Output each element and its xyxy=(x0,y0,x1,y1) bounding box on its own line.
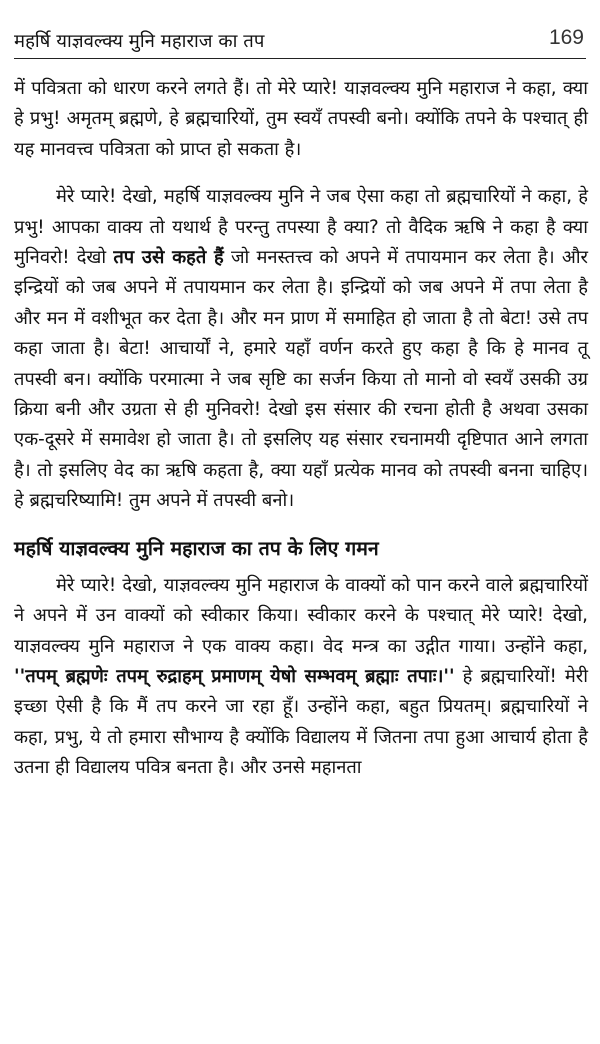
running-header xyxy=(14,22,586,59)
page-number: 169 xyxy=(548,26,584,49)
paragraph-2-bold-phrase: तप उसे कहते हैं xyxy=(113,247,224,269)
chapter-title: महर्षि याज्ञवल्क्य मुनि महाराज का तप xyxy=(14,31,265,52)
paragraph-3-text-start: मेरे प्यारे! देखो, याज्ञवल्क्य मुनि महाराज के वाक्यों को पान करने वाले ब्रह्मचारियों ने अपने में उन वाक्यों को स्वीकार किया। स्वीकार करने के पश्चात् मेरे प्यारे! देखो, याज्ञवल्क्य मुनि महाराज ने एक वाक्य कहा। वेद मन्त्र का उद्गीत गाया। उन्होंने कहा, xyxy=(14,574,588,657)
body-text xyxy=(14,74,588,784)
section-heading: महर्षि याज्ञवल्क्य मुनि महाराज का तप के लिए गमन xyxy=(14,536,379,560)
paragraph-2-text-start: मेरे प्यारे! देखो, महर्षि याज्ञवल्क्य मुनि ने जब ऐसा कहा तो ब्रह्मचारियों ने कहा, हे प्रभु! आपका वाक्य तो यथार्थ है परन्तु तपस्या है क्या? तो वैदिक ऋषि ने कहा है क्या मुनिवरो! देखो xyxy=(14,186,588,269)
paragraph-3 xyxy=(14,571,588,784)
paragraph-3-text-end: हे ब्रह्मचारियों! मेरी इच्छा ऐसी है कि मैं तप करने जा रहा हूँ। उन्होंने कहा, बहुत प्रियतम्। ब्रह्मचारियों ने कहा, प्रभु, ये तो हमारा सौभाग्य है क्योंकि विद्यालय में जितना तपा हुआ आचार्य होता है उतना ही विद्यालय पवित्र बनता है। और उनसे महानता xyxy=(14,665,589,779)
book-page xyxy=(14,0,590,1044)
vedic-mantra-quote: ''तपम् ब्रह्मणेः तपम् रुद्राहम् प्रमाणम् येषो सम्भवम् ब्रह्माः तपाः।'' xyxy=(14,665,455,687)
paragraph-2-text-end: जो मनस्तत्त्व को अपने में तपायमान कर लेता है। और इन्द्रियों को जब अपने में तपायमान कर लेता है। इन्द्रियों को जब अपने में तपा लेता है और मन में वशीभूत कर देता है। और मन प्राण में समाहित हो जाता है तो बेटा! उसे तप कहा जाता है। बेटा! आचार्यों ने, हमारे यहाँ वर्णन करते हुए कहा है कि हे मानव तू तपस्वी बन। क्योंकि परमात्मा ने जब सृष्टि का सर्जन किया तो मानो वो स्वयँ उसकी उग्र क्रिया बनी और उग्रता से ही मुनिवरो! देखो इस संसार की रचना होती है अथवा उसका एक-दूसरे में समावेश हो जाता है। तो इसलिए यह संसार रचनामयी दृष्टिपात आने लगता है। तो इसलिए वेद का ऋषि कहता है, क्या यहाँ प्रत्येक मानव को तपस्वी बनना चाहिए। हे ब्रह्मचरिष्यामि! तुम अपने में तपस्वी बनो। xyxy=(14,247,589,512)
paragraph-1: में पवित्रता को धारण करने लगते हैं। तो मेरे प्यारे! याज्ञवल्क्य मुनि महाराज ने कहा, क्या हे प्रभु! अमृतम् ब्रह्मणे, हे ब्रह्मचारियों, तुम स्वयँ तपस्वी बनो। क्योंकि तपने के पश्चात् ही यह मानवत्त्व पवित्रता को प्राप्त हो सकता है। xyxy=(14,78,588,160)
paragraph-2 xyxy=(14,182,588,516)
